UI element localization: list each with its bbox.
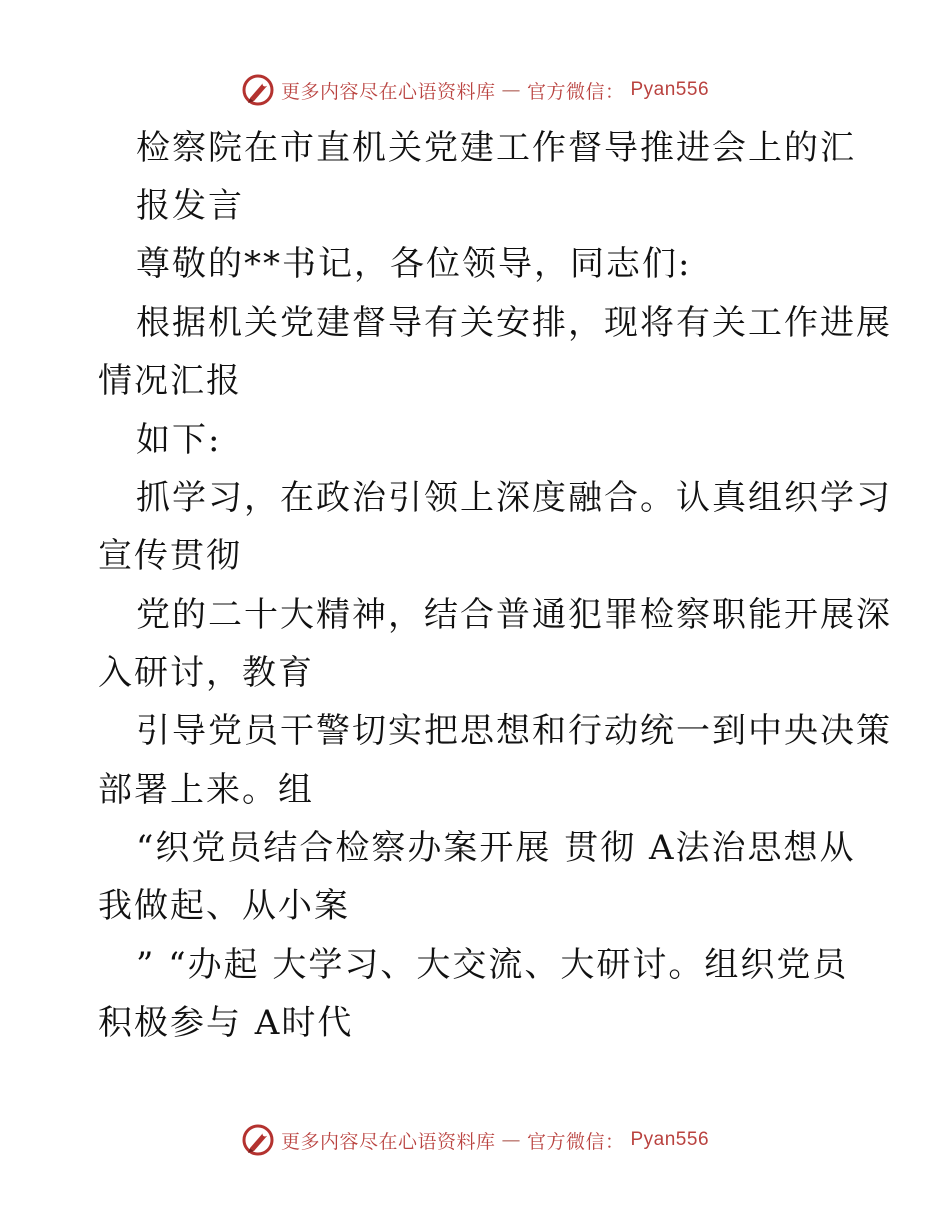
paragraph-line: 情况汇报 — [98, 361, 242, 401]
watermark-dash: — — [501, 79, 521, 101]
paragraph-line: 部署上来。组 — [98, 770, 314, 810]
paragraph-line: 宣传贯彻 — [98, 536, 242, 576]
paragraph-line: 根据机关党建督导有关安排，现将有关工作进展 — [136, 303, 892, 343]
paragraph-line: 积极参与 A时代 — [98, 1003, 354, 1043]
watermark-id: Pyan556 — [630, 1129, 710, 1150]
paragraph-line: 如下: — [136, 420, 222, 460]
paragraph-line: 抓学习，在政治引领上深度融合。认真组织学习 — [136, 478, 892, 518]
doc-title-line-2: 报发言 — [136, 186, 244, 226]
paragraph-line: 党的二十大精神，结合普通犯罪检察职能开展深 — [136, 595, 892, 635]
salutation: 尊敬的**书记，各位领导，同志们: — [136, 244, 692, 284]
watermark-brand: 更多内容尽在心语资料库 — [280, 1130, 496, 1153]
watermark-id: Pyan556 — [630, 79, 710, 100]
watermark-brand: 更多内容尽在心语资料库 — [280, 80, 496, 103]
paragraph-line: ” “办起 大学习、大交流、大研讨。组织党员 — [136, 945, 849, 985]
watermark-label: 官方微信： — [526, 80, 625, 103]
doc-title-line-1: 检察院在市直机关党建工作督导推进会上的汇 — [136, 128, 856, 168]
paragraph-line: “织党员结合检察办案开展 贯彻 A法治思想从 — [136, 828, 856, 868]
footer-watermark — [0, 1120, 950, 1160]
watermark-label: 官方微信： — [526, 1130, 625, 1153]
paragraph-line: 我做起、从小案 — [98, 886, 350, 926]
paragraph-line: 引导党员干警切实把思想和行动统一到中央决策 — [136, 711, 892, 751]
watermark-dash: — — [501, 1129, 521, 1151]
paragraph-line: 入研讨，教育 — [98, 653, 314, 693]
pen-logo-icon — [241, 1123, 275, 1157]
